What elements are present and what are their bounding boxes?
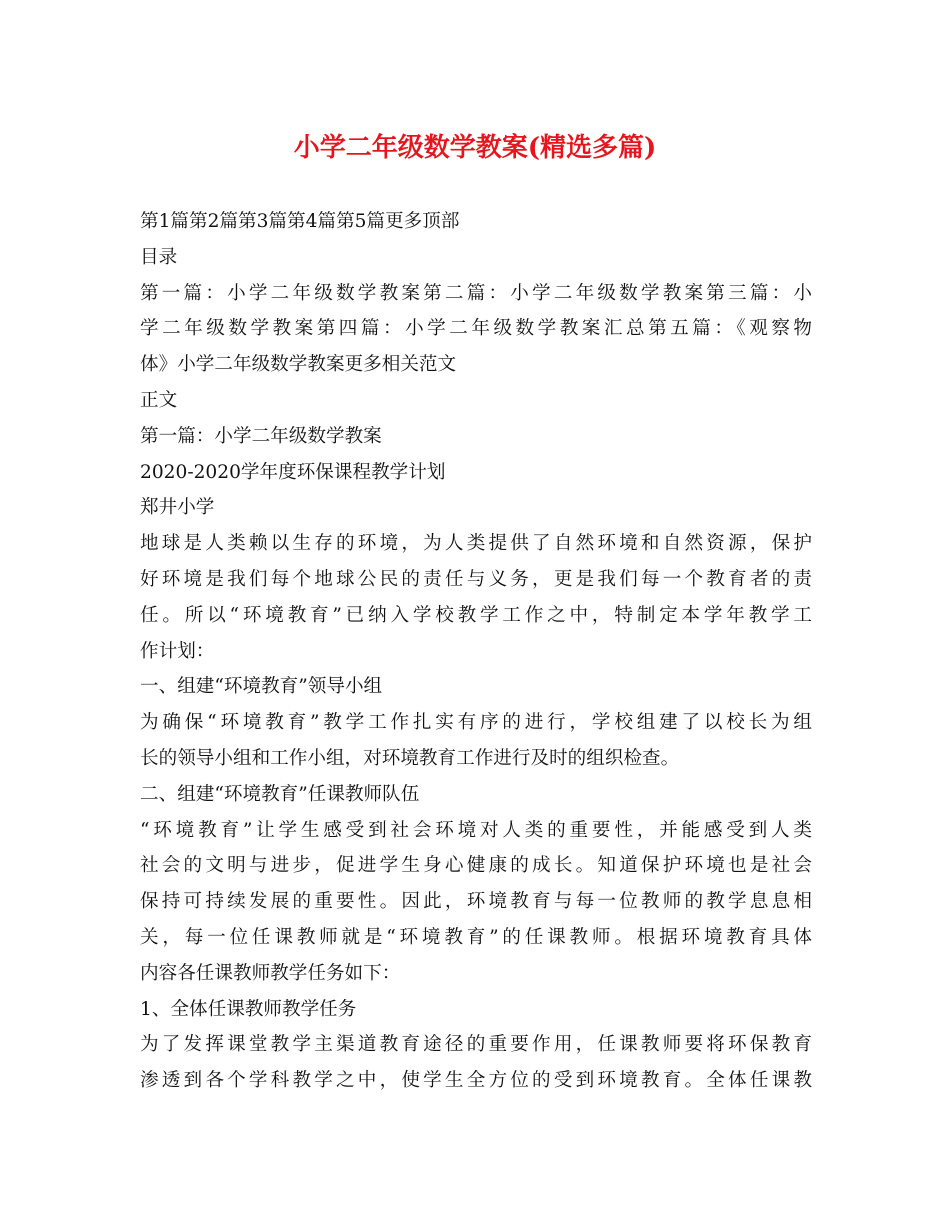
paragraph-line: 为了发挥课堂教学主渠道教育途径的重要作用，任课教师要将环保教育 bbox=[140, 1034, 812, 1056]
toc-line: 体》小学二年级数学教案更多相关范文 bbox=[140, 354, 457, 376]
plan-title: 2020-2020学年度环保课程教学计划 bbox=[140, 461, 446, 483]
document-title: 小学二年级数学教案(精选多篇) bbox=[293, 133, 657, 163]
school-name: 郑井小学 bbox=[140, 497, 215, 519]
toc-heading: 目录 bbox=[140, 246, 178, 268]
paragraph-line: 长的领导小组和工作小组，对环境教育工作进行及时的组织检查。 bbox=[140, 747, 680, 769]
paragraph-line: 关，每一位任课教师就是“环境教育”的任课教师。根据环境教育具体 bbox=[140, 926, 812, 948]
paragraph-line: 好环境是我们每个地球公民的责任与义务，更是我们每一个教育者的责 bbox=[140, 568, 812, 590]
paragraph-line: 任。所以“环境教育”已纳入学校教学工作之中，特制定本学年教学工 bbox=[140, 604, 812, 626]
paragraph-line: 社会的文明与进步，促进学生身心健康的成长。知道保护环境也是社会 bbox=[140, 855, 812, 877]
section-heading: 二、组建“环境教育”任课教师队伍 bbox=[140, 783, 420, 805]
body-heading: 正文 bbox=[140, 389, 178, 411]
subsection-heading: 1、全体任课教师教学任务 bbox=[140, 998, 357, 1020]
paragraph-line: 作计划： bbox=[140, 640, 215, 662]
paragraph-line: “环境教育”让学生感受到社会环境对人类的重要性，并能感受到人类 bbox=[140, 819, 812, 841]
article-heading: 第一篇：小学二年级数学教案 bbox=[140, 425, 382, 447]
paragraph-line: 内容各任课教师教学任务如下： bbox=[140, 962, 401, 984]
paragraph-line: 渗透到各个学科教学之中，使学生全方位的受到环境教育。全体任课教 bbox=[140, 1070, 812, 1092]
document-body bbox=[140, 204, 812, 1099]
paragraph-line: 保持可持续发展的重要性。因此，环境教育与每一位教师的教学息息相 bbox=[140, 891, 812, 913]
section-nav-line: 第1篇第2篇第3篇第4篇第5篇更多顶部 bbox=[140, 211, 460, 232]
toc-line: 第一篇：小学二年级数学教案第二篇：小学二年级数学教案第三篇：小 bbox=[140, 282, 812, 304]
section-heading: 一、组建“环境教育”领导小组 bbox=[140, 676, 383, 698]
paragraph-line: 为确保“环境教育”教学工作扎实有序的进行，学校组建了以校长为组 bbox=[140, 712, 812, 734]
paragraph-line: 地球是人类赖以生存的环境，为人类提供了自然环境和自然资源，保护 bbox=[140, 533, 812, 555]
toc-line: 学二年级数学教案第四篇：小学二年级数学教案汇总第五篇：《观察物 bbox=[140, 318, 812, 340]
